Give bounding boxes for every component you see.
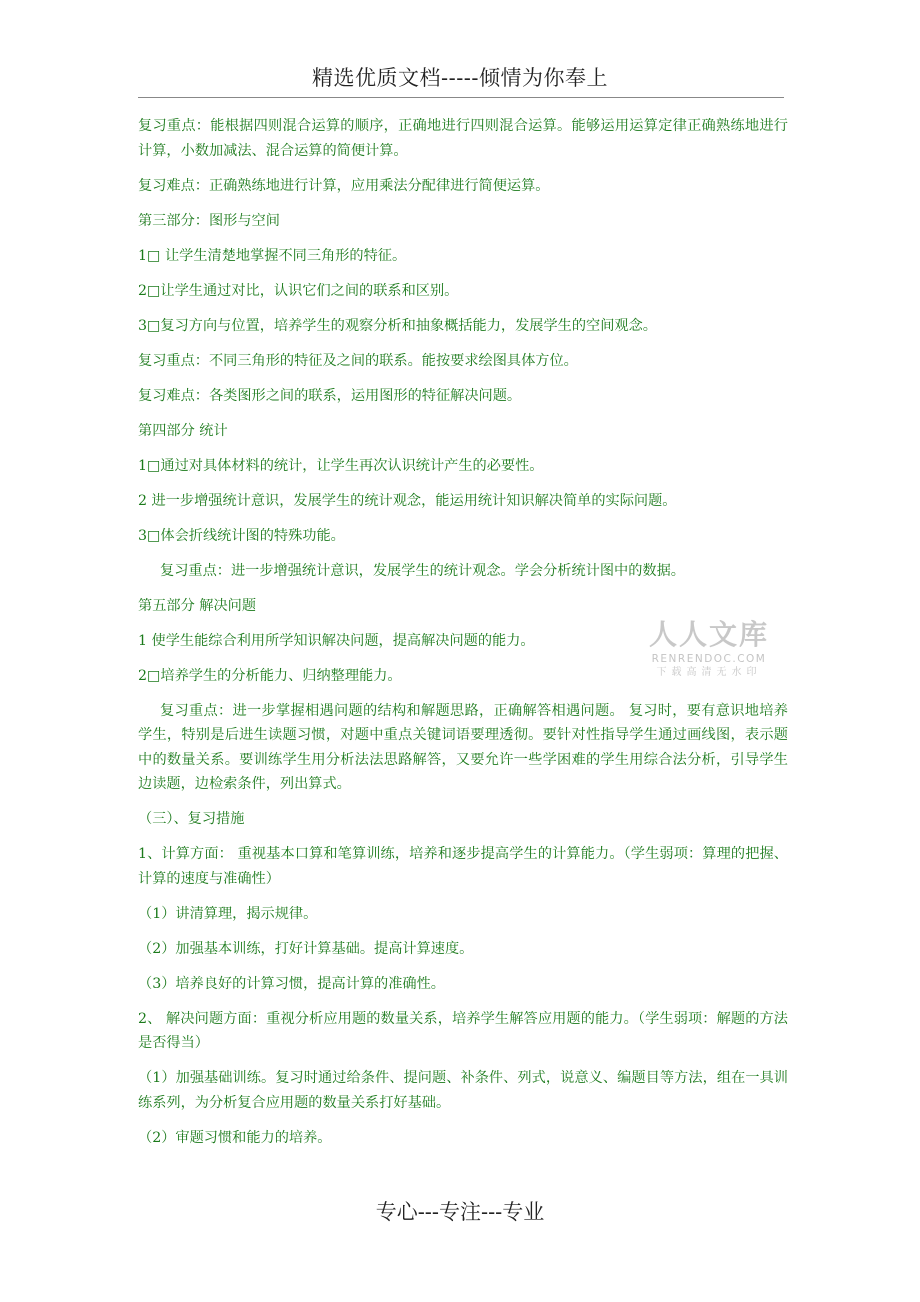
page-header: 精选优质文档-----倾情为你奉上 (312, 66, 608, 90)
list-item: （1）加强基础训练。复习时通过给条件、提问题、补条件、列式，说意义、编题目等方法，组在一具训练系列，为分析复合应用题的数量关系打好基础。 (138, 1070, 788, 1111)
list-item: 1□ 让学生清楚地掌握不同三角形的特征。 (138, 247, 407, 264)
list-item: 1□通过对具体材料的统计，让学生再次认识统计产生的必要性。 (138, 457, 544, 474)
list-item: 1 使学生能综合利用所学知识解决问题，提高解决问题的能力。 (138, 632, 535, 649)
watermark-logo: 人人文库 (648, 618, 769, 651)
watermark-domain: RENRENDOC.COM (651, 653, 767, 665)
paragraph-review-focus-statistics: 复习重点：进一步增强统计意识，发展学生的统计观念。学会分析统计图中的数据。 (160, 562, 685, 579)
list-item: 2□培养学生的分析能力、归纳整理能力。 (138, 667, 402, 684)
list-item: 3□复习方向与位置，培养学生的观察分析和抽象概括能力，发展学生的空间观念。 (138, 317, 657, 334)
paragraph-review-focus-problem-solving: 复习重点：进一步掌握相遇问题的结构和解题思路，正确解答相遇问题。 复习时，要有意识地培养学生，特别是后进生读题习惯，对题中重点关键词语要理透彻。要针对性指导学生通过画线图，表示题中的数量关系。要训练学生用分析法法思路解答，又要允许一些学困难的学生用综合法分析，引导学生边读题，边检索条件，列出算式。 (138, 702, 788, 792)
section-heading-part3: 第三部分：图形与空间 (138, 212, 280, 229)
list-item: 2□让学生通过对比，认识它们之间的联系和区别。 (138, 282, 459, 299)
header-divider (138, 97, 784, 98)
list-item: （2）加强基本训练，打好计算基础。提高计算速度。 (138, 940, 474, 957)
list-item: 3□体会折线统计图的特殊功能。 (138, 527, 345, 544)
paragraph-review-difficulty-geometry: 复习难点：各类图形之间的联系，运用图形的特征解决问题。 (138, 387, 522, 404)
watermark (644, 618, 774, 680)
watermark-tagline: 下载高清无水印 (656, 667, 762, 678)
list-item: （2）审题习惯和能力的培养。 (138, 1129, 332, 1146)
section-heading-measures: （三）、复习措施 (138, 811, 245, 827)
paragraph-review-difficulty-arithmetic: 复习难点：正确熟练地进行计算，应用乘法分配律进行简便运算。 (138, 177, 550, 194)
paragraph-problem-solving: 2、 解决问题方面：重视分析应用题的数量关系，培养学生解答应用题的能力。（学生弱项：解题的方法是否得当） (138, 1010, 788, 1051)
paragraph-review-focus-geometry: 复习重点：不同三角形的特征及之间的联系。能按要求绘图具体方位。 (138, 352, 578, 369)
list-item: （3）培养良好的计算习惯，提高计算的准确性。 (138, 975, 445, 992)
page-footer: 专心---专注---专业 (375, 1200, 545, 1224)
list-item: （1）讲清算理，揭示规律。 (138, 905, 318, 922)
section-heading-part4: 第四部分 统计 (138, 422, 228, 439)
paragraph-calculation: 1、计算方面： 重视基本口算和笔算训练，培养和逐步提高学生的计算能力。（学生弱项：算理的把握、计算的速度与准确性） (138, 846, 788, 887)
paragraph-review-focus-arithmetic: 复习重点：能根据四则混合运算的顺序，正确地进行四则混合运算。能够运用运算定律正确熟练地进行计算，小数加减法、混合运算的简便计算。 (138, 118, 788, 159)
list-item: 2 进一步增强统计意识，发展学生的统计观念，能运用统计知识解决简单的实际问题。 (138, 492, 677, 509)
section-heading-part5: 第五部分 解决问题 (138, 597, 257, 614)
